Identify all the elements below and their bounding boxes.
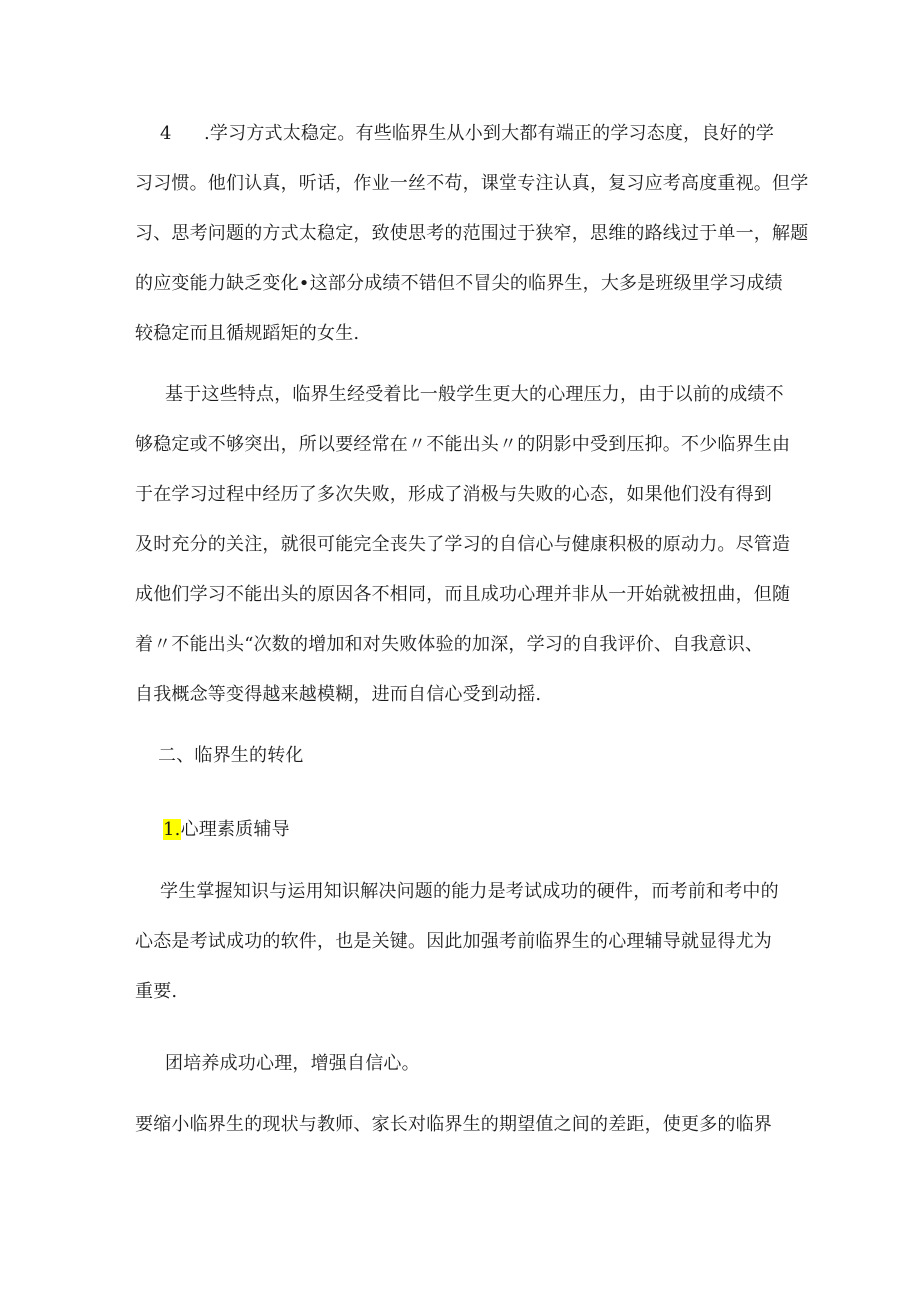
para1-line-2: 习习惯。他们认真，听话，作业一丝不苟，课堂专注认真，复习应考高度重视。但学 bbox=[135, 173, 809, 194]
subheading-number: 1. bbox=[163, 819, 181, 840]
subheading-text: 心理素质辅导 bbox=[180, 819, 290, 840]
para4: 团培养成功心理，增强自信心。 bbox=[165, 1053, 420, 1074]
para1-text: .学习方式太稳定。有些临界生从小到大都有端正的学习态度，良好的学 bbox=[204, 123, 775, 144]
para5: 要缩小临界生的现状与教师、家长对临界生的期望值之间的差距，使更多的临界 bbox=[135, 1114, 772, 1135]
subheading bbox=[163, 818, 290, 842]
para2-line-5: 成他们学习不能出头的原因各不相同，而且成功心理并非从一开始就被扭曲，但随 bbox=[135, 584, 791, 605]
para3-line-3: 重要. bbox=[135, 981, 178, 1002]
para2-line-2: 够稳定或不够突出，所以要经常在〃不能出头〃的阴影中受到压抑。不少临界生由 bbox=[135, 434, 791, 455]
para2-line-4: 及时充分的关注，就很可能完全丧失了学习的自信心与健康积极的原动力。尽管造 bbox=[135, 534, 791, 555]
para3-line-2: 心态是考试成功的软件，也是关键。因此加强考前临界生的心理辅导就显得尤为 bbox=[135, 931, 772, 952]
para1-line-4: 的应变能力缺乏变化•这部分成绩不错但不冒尖的临界生，大多是班级里学习成绩 bbox=[135, 273, 783, 294]
para2-line-3: 于在学习过程中经历了多次失败，形成了消极与失败的心态，如果他们没有得到 bbox=[135, 484, 772, 505]
para1-line-1 bbox=[160, 122, 774, 146]
para1-number: 4 bbox=[160, 123, 172, 144]
para1-line-3: 习、思考问题的方式太稳定，致使思考的范围过于狭窄，思维的路线过于单一，解题 bbox=[135, 223, 809, 244]
para2-line-7: 自我概念等变得越来越模糊，进而自信心受到动摇. bbox=[135, 684, 542, 705]
para3-line-1: 学生掌握知识与运用知识解决问题的能力是考试成功的硬件，而考前和考中的 bbox=[160, 881, 779, 902]
para1-line-5: 较稳定而且循规蹈矩的女生. bbox=[135, 323, 360, 344]
section-heading: 二、临界生的转化 bbox=[158, 745, 304, 766]
para2-line-1: 基于这些特点，临界生经受着比一般学生更大的心理压力，由于以前的成绩不 bbox=[165, 384, 784, 405]
para2-line-6: 着〃不能出头“次数的增加和对失败体验的加深，学习的自我评价、自我意识、 bbox=[135, 634, 764, 655]
